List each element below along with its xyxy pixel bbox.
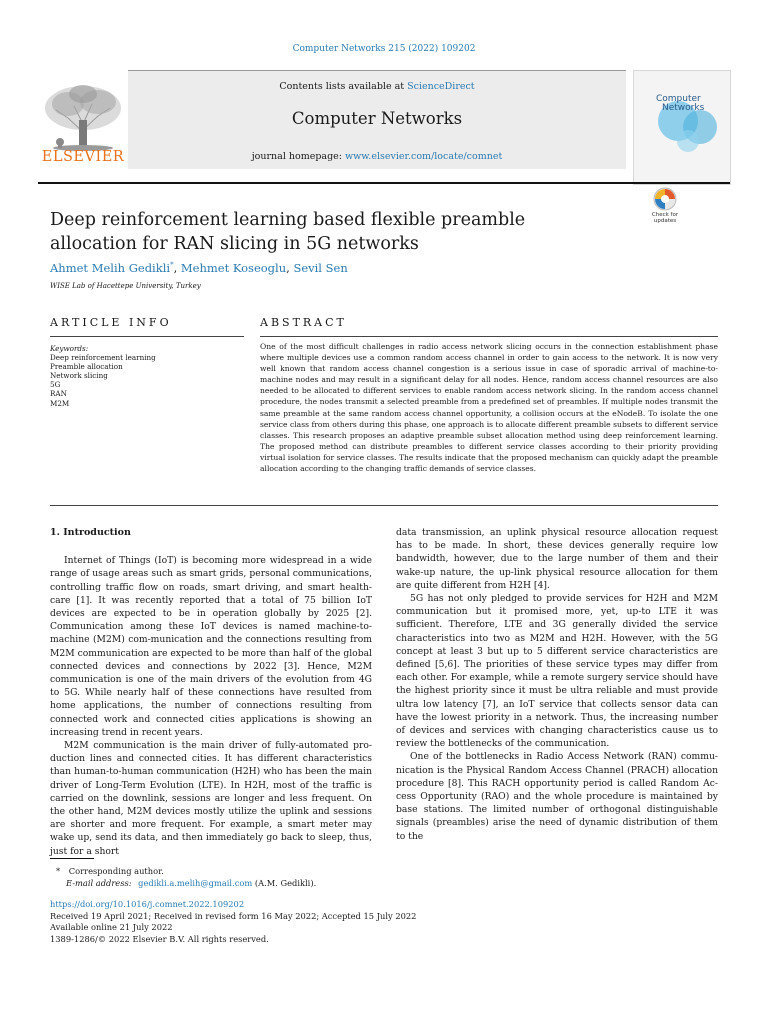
footnote-mark: *: [56, 866, 61, 876]
author-mark[interactable]: *: [170, 261, 174, 270]
sciencedirect-link[interactable]: ScienceDirect: [407, 81, 475, 92]
contents-prefix: Contents lists available at: [279, 81, 408, 92]
body-column-right: [396, 526, 718, 843]
body-paragraph: 5G has not only pledged to provide services for H2H and M2M communication but it promised more, yet, up-to LTE it was sufficient. Therefore, LTE and 3G generally divided the service characteristics into two as M2M and H2H. However, with the 5G concept at least 3 but up to 5 different service characteristics are defined [5,6]. The priorities of these service types may differ from each other. For example, while a remote surgery service should have the highest priority since it must be ultra reliable and must provide ultra low latency [7], an IoT service that collects sensor data can have the lowest priority in a network. Thus, the increasing number of devices and services with changing characteristics cause us to review the bottlenecks of the communication.: [396, 593, 718, 750]
body-paragraph: Internet of Things (IoT) is becoming more widespread in a wide range of usage areas such as smart grids, personal communications, controlling traffic flow on roads, smart driving, and smart health-care [1]. It was recently reported that a total of 75 billion IoT devices are expected to be in operation globally by 2025 [2]. Communication among these IoT devices is named machine-to-machine (M2M) com-munication and the connections resulting from M2M communication are expected to be more than half of the global connected devices and connections by 2022 [3]. Hence, M2M communication is one of the main drivers of the evolution from 4G to 5G. While nearly half of these connections have resulted from home applications, the number of connections resulting from connected work and connected cities applications is showing an increasing trend in recent years.: [50, 555, 372, 738]
journal-homepage-line: [128, 151, 626, 162]
copyright-line: 1389-1286/© 2022 Elsevier B.V. All rights reserved.: [50, 933, 269, 944]
email-suffix: (A.M. Gedikli).: [254, 877, 317, 888]
cover-title: [656, 95, 704, 113]
footnote-rule: [50, 858, 94, 859]
publication-info: [50, 899, 450, 945]
header-rule: [38, 182, 730, 184]
journal-header-band: [128, 70, 626, 169]
author-separator: ,: [173, 261, 181, 275]
check-updates-line1: Check for: [651, 212, 679, 218]
author-name[interactable]: Sevil Sen: [293, 261, 348, 275]
article-info-rule: [50, 336, 244, 337]
abstract-text: One of the most difficult challenges in radio access network slicing occurs in the connection establishment phase where multiple devices use a common random access channel in order to gain access to the network. It is now very well known that random access channel congestion is a serious issue in case of sporadic arrival of machine-to-machine nodes and may result in a significant delay for all nodes. Hence, random access channel resources are also needed to be allocated to different services to enable random access network slicing. In the random access channel procedure, the nodes transmit a selected preamble from a predefined set of preambles. If multiple nodes transmit the same preamble at the same random access channel opportunity, a collision occurs at the eNodeB. To isolate the one service class from others during this phase, one approach is to allocate different preamble subsets to different service classes. This research proposes an adaptive preamble subset allocation method using deep reinforcement learning. The proposed method can distribute preambles to different service classes according to their priority providing virtual isolation for service classes. The results indicate that the proposed mechanism can quickly adapt the preamble allocation according to the changing traffic demands of service classes.: [260, 342, 718, 474]
journal-homepage-link[interactable]: www.elsevier.com/locate/comnet: [345, 151, 503, 162]
body-paragraph: One of the bottlenecks in Radio Access Network (RAN) commu-nication is the Physical Random Access Channel (PRACH) allocation procedure [8]. This RACH opportunity period is called Random Ac-cess Opportunity (RAO) and the whole procedure is maintained by base stations. The limited number of orthogonal distinguishable signals (preambles) arise the need of dynamic distribution of them to the: [396, 751, 718, 842]
abstract-rule: [260, 336, 718, 337]
check-for-updates-label: [640, 212, 690, 224]
keyword-item: 5G: [50, 380, 61, 390]
check-updates-line2: updates: [653, 218, 677, 224]
keyword-item: Network slicing: [50, 371, 108, 381]
footnote-email: [50, 878, 380, 890]
abstract-heading: ABSTRACT: [260, 316, 347, 329]
body-paragraph: M2M communication is the main driver of fully-automated pro-duction lines and connected cities. It has different characteristics than human-to-human communication (H2H) who has been the main driver of Long-Term Evolution (LTE). In H2H, most of the traffic is carried on the downlink, sessions are longer and less frequent. On the other hand, M2M devices mostly utilize the uplink and sessions are shorter and more frequent. For example, a smart meter may wake up, send its data, and then immediately go back to sleep, thus, just for a short: [50, 740, 372, 857]
corresponding-author-note: Corresponding author.: [68, 866, 164, 876]
keywords-list: [50, 344, 244, 408]
cover-title-line1: Computer: [656, 94, 701, 104]
keyword-item: RAN: [50, 389, 67, 399]
available-online-date: Available online 21 July 2022: [50, 922, 173, 933]
received-dates: Received 19 April 2021; Received in revised form 16 May 2022; Accepted 15 July 2022: [50, 910, 417, 921]
author-name[interactable]: Ahmet Melih Gedikli: [50, 261, 171, 275]
email-label: E-mail address:: [66, 877, 132, 888]
footnotes: [50, 866, 380, 889]
author-separator: ,: [286, 261, 294, 275]
footnote-corresponding: [50, 866, 380, 878]
author-affiliation: WISE Lab of Hacettepe University, Turkey: [50, 282, 201, 290]
article-info-heading: ARTICLE INFO: [50, 316, 172, 329]
keywords-label: Keywords:: [50, 344, 89, 353]
body-column-left: [50, 526, 372, 858]
article-title: Deep reinforcement learning based flexible preamble allocation for RAN slicing in 5G networks: [50, 210, 526, 254]
journal-title: Computer Networks: [291, 109, 463, 128]
author-name[interactable]: Mehmet Koseoglu: [180, 261, 287, 275]
doi-link[interactable]: https://doi.org/10.1016/j.comnet.2022.109202: [50, 899, 245, 909]
keyword-item: Preamble allocation: [50, 362, 123, 372]
keyword-item: M2M: [50, 398, 70, 408]
author-list: [50, 261, 348, 275]
homepage-prefix: journal homepage:: [251, 151, 346, 162]
keyword-item: Deep reinforcement learning: [50, 353, 156, 363]
journal-cover-thumbnail[interactable]: [633, 70, 731, 185]
journal-reference[interactable]: Computer Networks 215 (2022) 109202: [292, 44, 476, 54]
publisher-wordmark: ELSEVIER: [41, 149, 125, 165]
body-paragraph: data transmission, an uplink physical resource allocation request has to be made. In short, these devices generally require low bandwidth, however, due to the large number of them and their wake-up nature, the up-link physical resource allocation for them are quite different from H2H [4].: [396, 527, 718, 591]
cover-title-line2: Networks: [662, 103, 705, 113]
abstract-bottom-rule: [50, 505, 718, 506]
section-heading-introduction: 1. Introduction: [50, 527, 131, 538]
email-link[interactable]: gedikli.a.melih@gmail.com: [138, 877, 253, 888]
contents-available-line: [128, 81, 626, 92]
